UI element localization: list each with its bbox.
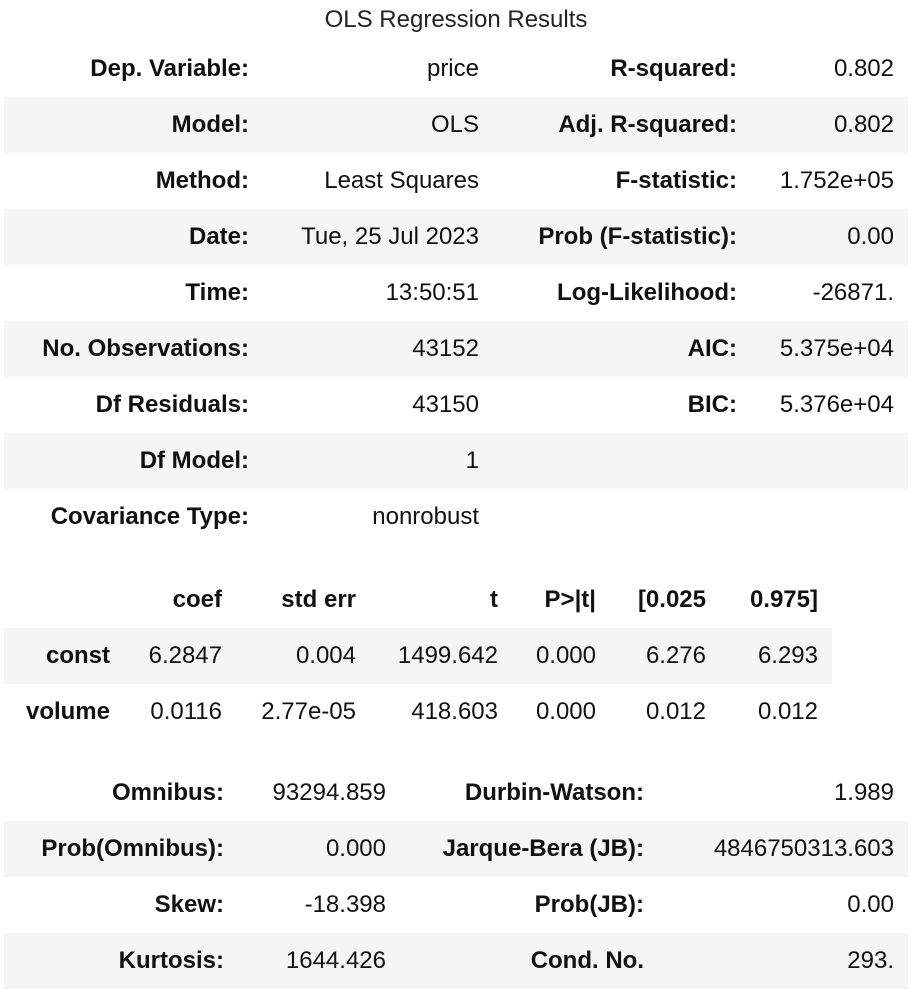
summary-stat-value [751, 489, 908, 545]
diagnostic-row [4, 821, 908, 877]
summary-stat-value: 0.802 [751, 97, 908, 153]
results-title: OLS Regression Results [324, 6, 588, 33]
coef-header-coef: coef [172, 586, 222, 613]
diagnostic-stat-value: 293. [658, 933, 908, 989]
diagnostics-table [4, 765, 908, 989]
summary-stat-label [493, 489, 751, 545]
summary-stat-label: BIC: [687, 391, 737, 418]
diagnostic-row [4, 765, 908, 821]
summary-value: Least Squares [324, 167, 479, 194]
diagnostic-stat-value: 4846750313.603 [658, 821, 908, 877]
coef-header-ci-high: 0.975] [749, 586, 818, 613]
summary-value: price [426, 55, 479, 82]
coef-std-err: 0.004 [236, 628, 370, 684]
summary-value: 43152 [263, 321, 493, 377]
summary-row [4, 489, 908, 545]
diagnostic-value: 1644.426 [238, 933, 400, 989]
summary-label: Date: [4, 209, 263, 265]
summary-label: Model: [4, 97, 263, 153]
summary-row [4, 209, 908, 265]
summary-stat-label: Prob (F-statistic): [493, 209, 751, 265]
coef-ci-low: 0.012 [645, 698, 706, 725]
model-summary-table [4, 41, 908, 545]
diagnostic-stat-value: 0.00 [847, 891, 894, 918]
summary-label: Dep. Variable: [90, 55, 249, 82]
coef-header-blank [4, 572, 124, 628]
diagnostic-label: Kurtosis: [4, 933, 238, 989]
summary-value: Tue, 25 Jul 2023 [263, 209, 493, 265]
coef-header-row [4, 572, 832, 628]
summary-label: Time: [185, 279, 249, 306]
summary-label: No. Observations: [4, 321, 263, 377]
diagnostic-stat-label: Cond. No. [400, 933, 658, 989]
coef-t-stat: 1499.642 [370, 628, 512, 684]
coef-header-std-err: std err [281, 586, 356, 613]
diagnostic-row [4, 933, 908, 989]
summary-stat-value: 0.802 [833, 55, 894, 82]
coef-p-value: 0.000 [512, 628, 610, 684]
summary-stat-label: R-squared: [610, 55, 737, 82]
coef-ci-high: 0.012 [757, 698, 818, 725]
coef-row [4, 684, 832, 740]
coef-ci-high: 6.293 [720, 628, 832, 684]
coef-std-err: 2.77e-05 [261, 698, 356, 725]
summary-stat-label: F-statistic: [615, 167, 737, 194]
coef-header-t: t [490, 586, 498, 613]
summary-value: nonrobust [372, 503, 479, 530]
summary-row [4, 97, 908, 153]
summary-row [4, 321, 908, 377]
coefficients-table [4, 572, 832, 740]
summary-stat-value: 0.00 [751, 209, 908, 265]
summary-stat-label: Adj. R-squared: [493, 97, 751, 153]
diagnostic-value: -18.398 [304, 891, 386, 918]
summary-stat-label: AIC: [493, 321, 751, 377]
coef-variable-name: volume [25, 698, 110, 725]
diagnostic-stat-value: 1.989 [833, 779, 894, 806]
coef-value: 0.0116 [150, 698, 222, 725]
diagnostic-stat-label: Durbin-Watson: [464, 779, 644, 806]
coef-header-ci-low: [0.025 [637, 586, 706, 613]
summary-stat-value: -26871. [812, 279, 894, 306]
summary-stat-value: 1.752e+05 [779, 167, 894, 194]
diagnostic-label: Omnibus: [112, 779, 224, 806]
summary-label: Df Residuals: [95, 391, 249, 418]
coef-value: 6.2847 [124, 628, 236, 684]
summary-stat-label [493, 433, 751, 489]
coef-header-p-value: P>|t| [544, 586, 596, 613]
summary-value: 1 [263, 433, 493, 489]
diagnostic-label: Skew: [154, 891, 224, 918]
summary-row [4, 265, 908, 321]
diagnostic-stat-label: Prob(JB): [534, 891, 644, 918]
summary-row [4, 433, 908, 489]
summary-stat-value: 5.375e+04 [751, 321, 908, 377]
summary-row [4, 41, 908, 97]
summary-row [4, 377, 908, 433]
coef-row [4, 628, 832, 684]
summary-label: Covariance Type: [50, 503, 249, 530]
summary-label: Df Model: [4, 433, 263, 489]
diagnostic-stat-label: Jarque-Bera (JB): [400, 821, 658, 877]
summary-label: Method: [155, 167, 249, 194]
diagnostic-label: Prob(Omnibus): [4, 821, 238, 877]
summary-stat-label: Log-Likelihood: [557, 279, 737, 306]
summary-value: 43150 [412, 391, 479, 418]
diagnostic-value: 0.000 [238, 821, 400, 877]
diagnostic-row [4, 877, 908, 933]
coef-p-value: 0.000 [535, 698, 596, 725]
summary-value: 13:50:51 [385, 279, 479, 306]
diagnostic-value: 93294.859 [272, 779, 386, 806]
coef-t-stat: 418.603 [411, 698, 498, 725]
summary-row [4, 153, 908, 209]
summary-stat-value: 5.376e+04 [779, 391, 894, 418]
coef-ci-low: 6.276 [610, 628, 720, 684]
coef-variable-name: const [4, 628, 124, 684]
summary-value: OLS [263, 97, 493, 153]
summary-stat-value [751, 433, 908, 489]
